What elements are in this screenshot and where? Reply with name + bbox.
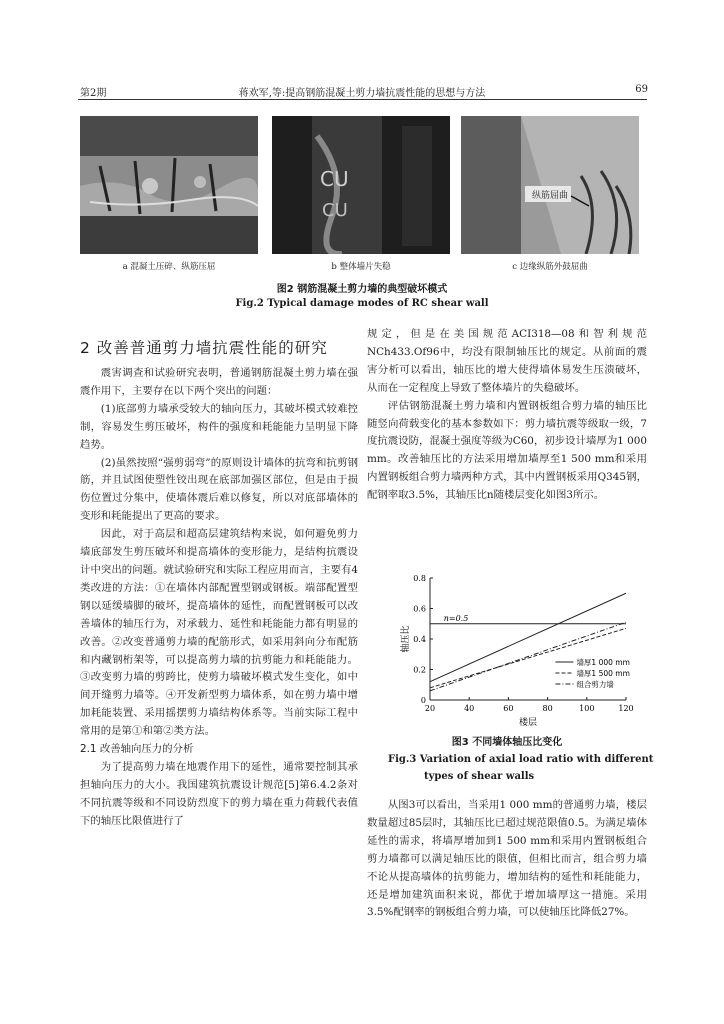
y-tick-label: 0 xyxy=(420,696,426,705)
figure3-caption-en xyxy=(388,751,658,785)
subsection-title: 2.1 改善轴向压力的分析 xyxy=(80,743,194,756)
x-tick-label: 20 xyxy=(424,704,436,713)
figure3-chart xyxy=(392,572,642,727)
y-axis-label: 轴压比 xyxy=(401,625,411,653)
right-column-bottom xyxy=(367,797,647,922)
figure2-caption-zh: 图2 钢筋混凝土剪力墙的典型破坏模式 xyxy=(276,284,448,295)
journal-issue: 第2期 xyxy=(80,88,107,99)
legend-label-1: 墙厚1 000 mm xyxy=(576,658,630,667)
subfigure-caption-a: a 混凝土压碎、纵筋压屈 xyxy=(122,262,216,272)
x-tick-label: 40 xyxy=(464,704,475,713)
chart-labels xyxy=(399,574,634,727)
figure3-caption-en-line2: types of shear walls xyxy=(424,771,535,782)
running-title: 蒋欢军,等:提高钢筋混凝土剪力墙抗震性能的思想与方法 xyxy=(238,88,486,99)
subfigure-caption-c: c 边缘纵筋外鼓屈曲 xyxy=(512,262,588,272)
paragraph: (2)虽然按照“强剪弱弯”的原则设计墙体的抗弯和抗剪钢筋，并且试图使塑性铰出现在底部加强区部位，但是由于损伤位置过分集中，使墙体震后难以修复，所以对底部墙体的变形和耗能提出了更高的要求。 xyxy=(80,456,358,523)
figure3-caption-zh: 图3 不同墙体轴压比变化 xyxy=(451,737,563,748)
x-tick-label: 60 xyxy=(503,704,514,713)
right-column-top xyxy=(367,326,647,505)
page-number: 69 xyxy=(635,84,648,95)
section-title: 2 改善普通剪力墙抗震性能的研究 xyxy=(80,339,328,357)
y-tick-label: 0.2 xyxy=(413,665,426,675)
figure3-caption-en-line1: Fig.3 Variation of axial load ratio with different xyxy=(388,754,654,765)
x-tick-label: 100 xyxy=(579,704,595,713)
photo-wall-instability xyxy=(272,116,450,254)
figure2-caption-en: Fig.2 Typical damage modes of RC shear wall xyxy=(235,298,489,309)
paragraph: 因此，对于高层和超高层建筑结构来说，如何避免剪力墙底部发生剪压破坏和提高墙体的变形能力，是结构抗震设计中突出的问题。就试验研究和实际工程应用而言，主要有4类改进的方法：①在墙体内部配置型钢或钢板。端部配置型钢以延缓墙脚的破坏，提高墙体的延性，而配置钢板可以改善墙体的轴压行为，对承载力、延性和耗能能力都有明显的改善。②改变普通剪力墙的配筋形式，如采用斜向分布配筋和内藏钢桁架等，可以提高剪力墙的抗剪能力和耗能能力。③改变剪力墙的剪跨比，使剪力墙破坏模式发生变化，如中间开缝剪力墙等。④开发新型剪力墙体系，如在剪力墙中增加耗能装置、采用摇摆剪力墙结构体系等。当前实际工程中常用的是第①和第②类方法。 xyxy=(80,528,358,738)
photo-rebar-buckling xyxy=(461,116,639,254)
paragraph: 为了提高剪力墙在地震作用下的延性，通常要控制其承担轴向压力的大小。我国建筑抗震设计规范[5]第6.4.2条对不同抗震等级和不同设防烈度下的剪力墙在重力荷载代表值下的轴压比限值进行了 xyxy=(80,760,358,827)
paragraph: 评估钢筋混凝土剪力墙和内置钢板组合剪力墙的轴压比随竖向荷载变化的基本参数如下：剪力墙抗震等级取一级，7度抗震设防，混凝土强度等级为C60，初步设计墙厚为1 000 mm。改善轴压比的方法采用增加墙厚至1 500 mm和采用内置钢板组合剪力墙两种方式，其中内置钢板采用Q345钢，配钢率取3.5%，其轴压比n随楼层变化如图3所示。 xyxy=(367,399,647,502)
y-tick-label: 0.8 xyxy=(413,574,426,583)
x-axis-label: 楼层 xyxy=(518,718,538,727)
photo-label-rebar-buckling: 纵筋屈曲 xyxy=(531,191,568,201)
svg-text:CU: CU xyxy=(320,167,349,191)
paragraph: 从图3可以看出，当采用1 000 mm的普通剪力墙，楼层数量超过85层时，其轴压比已超过规范限值0.5。为满足墙体延性的需求，将墙厚增加到1 500 mm和采用内置钢板组合剪力墙都可以满足轴压比的限值，但相比而言，组合剪力墙不论从提高墙体的抗剪能力，增加结构的延性和耗能能力，还是增加建筑面积来说，都优于增加墙厚这一措施。采用3.5%配钢率的钢板组合剪力墙，可以使轴压比降低27%。 xyxy=(367,799,647,919)
x-tick-label: 120 xyxy=(618,704,634,713)
header-rule xyxy=(78,99,647,100)
photo-concrete-crushing xyxy=(80,116,258,254)
x-tick-label: 80 xyxy=(542,704,553,713)
paragraph: (1)底部剪力墙承受较大的轴向压力，其破坏模式较难控制，容易发生剪压破坏，构件的强度和耗能能力呈明显下降趋势。 xyxy=(80,402,358,451)
y-tick-label: 0.4 xyxy=(413,635,426,644)
subfigure-caption-b: b 整体墙片失稳 xyxy=(331,262,391,272)
svg-text:CU: CU xyxy=(322,200,348,221)
y-tick-label: 0.6 xyxy=(413,604,426,614)
legend-label-3: 组合剪力墙 xyxy=(576,680,614,689)
legend-label-2: 墙厚1 500 mm xyxy=(576,669,630,678)
paragraph: 震害调查和试验研究表明，普通钢筋混凝土剪力墙在强震作用下，主要存在以下两个突出的问题： xyxy=(80,367,358,397)
paragraph: 规定，但是在美国规范ACI318—08和智利规范NCh433.Of96中，均没有限制轴压比的规定。从前面的震害分析可以看出，轴压比的增大使得墙体易发生压溃破坏，从而在一定程度上导致了整体墙片的失稳破坏。 xyxy=(367,328,647,394)
limit-line-label: n=0.5 xyxy=(443,613,469,623)
left-column xyxy=(80,365,358,831)
